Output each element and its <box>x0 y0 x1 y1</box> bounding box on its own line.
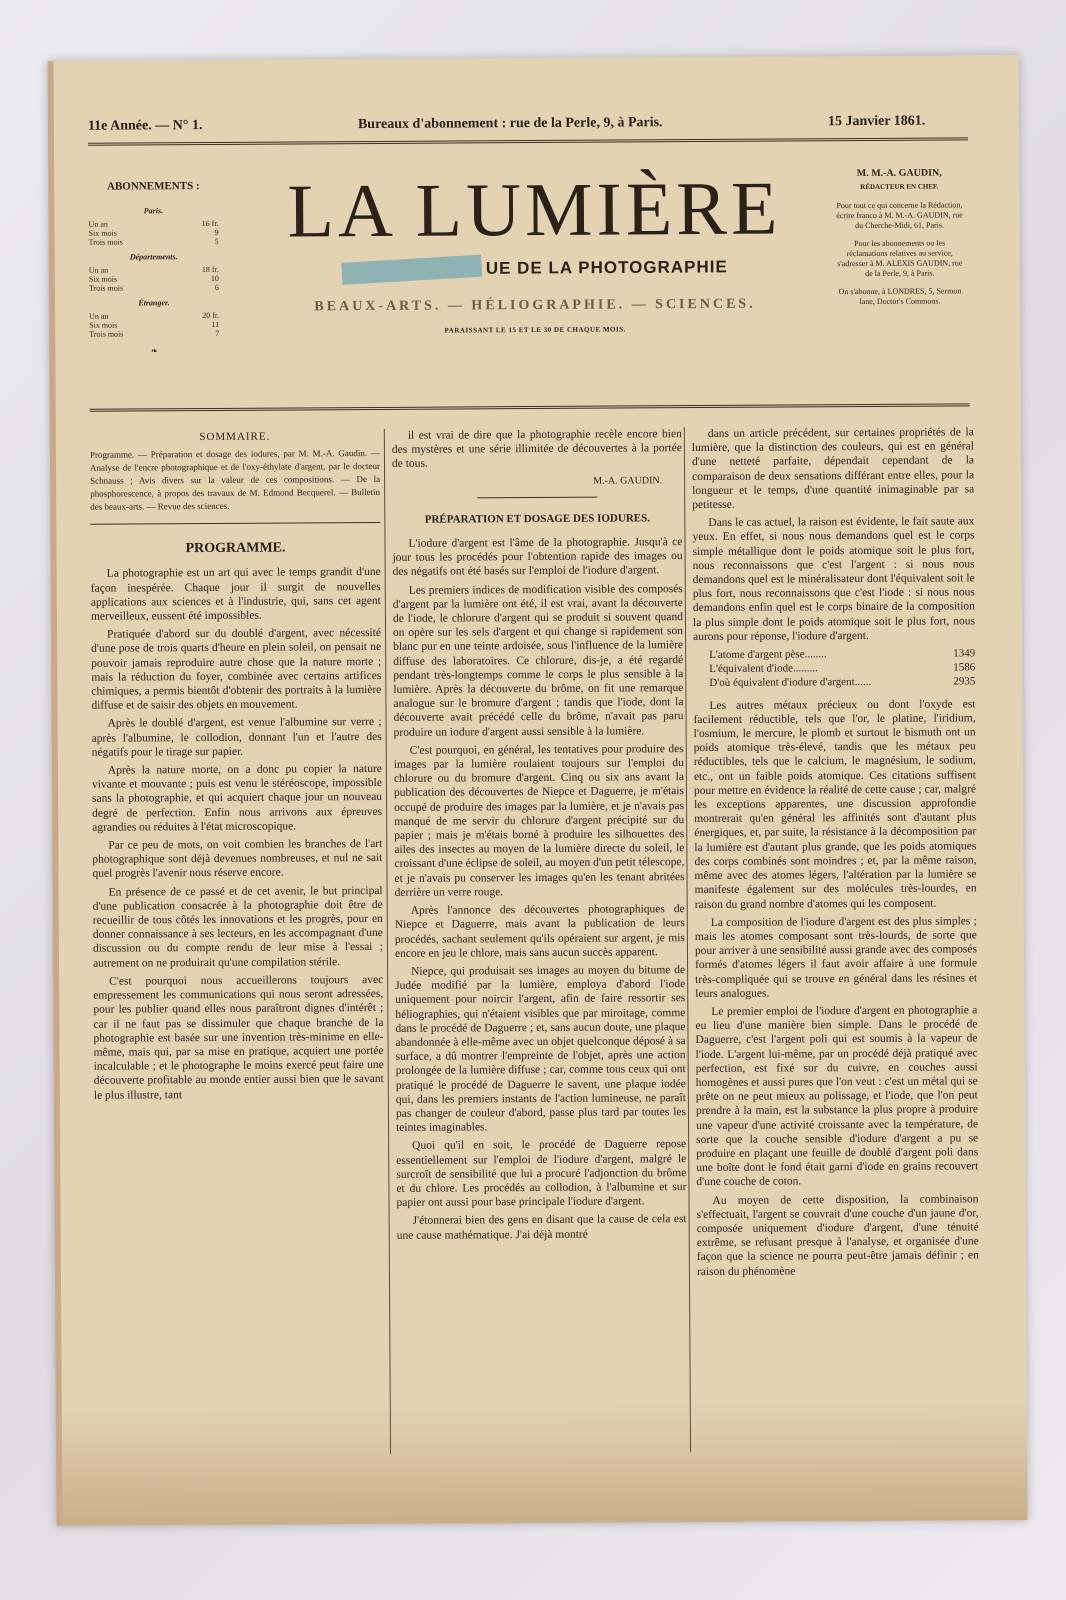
editor-note: Pour les abonnements ou les réclamations relatives au service, s'adresser à M. ALEXIS GAUDIN, rue de la Perle, 9, à Paris. <box>837 238 963 278</box>
weights-table <box>693 646 975 690</box>
subscription-term: Trois mois <box>89 329 124 339</box>
subscription-row <box>89 283 219 293</box>
subscription-term: Six mois <box>88 228 117 238</box>
issue-number: 11e Année. — N° 1. <box>87 118 203 134</box>
subscription-term: Trois mois <box>88 283 124 293</box>
column-1 <box>90 429 384 1106</box>
editor-name: M. M.-A. GAUDIN, <box>856 167 942 180</box>
col3-paragraph: Le premier emploi de l'iodure d'argent en photographie a eu lieu d'une manière bien simple. Dans le procédé de Daguerre, c'est l'argent poli qui est soumis à la vapeur de l'iode. L'argent lui-même, par un procédé déjà pratiqué avec perfection, est fixé sur du cuivre, en couches aussi homogènes et aussi pures que l'on veut : c'est un métal qui se prête on ne peut mieux au polissage, et l'iode, que l'on peut prendre à la main, est la substance la plus propre à produire une vapeur d'une activité croissante avec la température, de sorte que la couche sensible d'iodure d'argent a pu se produire en plaçant une feuille de doublé d'argent poli dans une boîte dont le fond était garni d'iode en grains recouvert d'une couche de coton. <box>695 1004 979 1189</box>
subscription-region: Paris. <box>143 206 164 216</box>
total-value: 2935 <box>953 675 976 688</box>
programme-paragraph: Après le doublé d'argent, est venue l'albumine sur verre ; après l'albumine, le collodion, donnant l'un et l'autre des négatifs pour le tirage sur papier. <box>91 716 382 759</box>
subscription-price: 6 <box>214 282 219 292</box>
weights-value: 1586 <box>953 661 976 674</box>
subscription-region: Départements. <box>129 252 178 262</box>
programme-body <box>91 565 384 1102</box>
column-2 <box>392 427 687 1247</box>
iodures-paragraph: J'étonnerai bien des gens en disant que la cause de cela est une cause mathématique. J'ai déjà montré <box>396 1213 687 1242</box>
sommaire-title: SOMMAIRE. <box>199 430 271 444</box>
subscription-term: Trois mois <box>88 237 123 247</box>
total-label: D'où équivalent d'iodure d'argent...... <box>709 676 872 690</box>
iodures-heading: PRÉPARATION ET DOSAGE DES IODURES. <box>424 512 650 526</box>
col3-paragraph: Au moyen de cette disposition, la combinaison s'effectuait, l'argent se couvrait d'une couche d'un jaune d'or, composée uniquement d'iodure d'argent, d'une ténuité extrême, se refusant presque à l'analyse, et organisée d'une façon que la science ne pourra peut-être jamais définir ; en raison du phénomène <box>696 1192 979 1278</box>
weights-label: L'équivalent d'iode......... <box>709 662 818 676</box>
subscription-price: 10 <box>210 273 219 283</box>
weights-label: L'atome d'argent pèse........ <box>709 648 827 661</box>
editor-box <box>834 167 965 315</box>
newspaper-subtitle <box>255 256 815 281</box>
editor-note: Pour tout ce qui concerne la Rédaction, écrire franco à M. M.-A. GAUDIN, rue du Cherche-Midi, 61, Paris. <box>836 200 963 231</box>
col3-body-b <box>693 697 979 1279</box>
issue-date: 15 Janvier 1861. <box>827 113 926 130</box>
subscription-price: 20 fr. <box>202 310 220 321</box>
editor-role: RÉDACTEUR EN CHEF. <box>860 182 939 192</box>
programme-paragraph: La photographie est un art qui avec le temps grandit d'une façon inespérée. Chaque jour il surgit de nouvelles applications aux sciences et à l'industrie, qui, sans cet agent merveilleux, eussent été impossibles. <box>90 566 381 623</box>
subscription-term: Un an <box>89 311 109 321</box>
programme-paragraph: Après la nature morte, on a donc pu copier la nature vivante et mouvante ; puis est venu le stéréoscope, impossible sans la photographie, et qui acquiert chaque jour un nouveau degré de perfection. Enfin nous arrivons aux épreuves agrandies ou réduites à l'état microscopique. <box>91 762 383 834</box>
signature: M.-A. GAUDIN. <box>593 474 663 487</box>
subscription-price: 18 fr. <box>201 264 219 275</box>
programme-paragraph: En présence de ce passé et de cet avenir, le but principal d'une publication consacrée à la photographie doit être de recueillir de tous côtés les innovations et les progrès, pour en donner connaissance à ses lecteurs, en les accompagnant d'une discussion ou du compte rendu de leur mise à l'essai ; autrement on ne produirait qu'une compilation stérile. <box>92 884 383 970</box>
iodures-paragraph: Les premiers indices de modification visible des composés d'argent par la lumière ont été, il est vrai, avant la découverte de l'iode, le chlorure d'argent qui se produit si souvent quand on opère sur les sels d'argent et qui change si rapidement son blanc pur en une teinte ardoisée, sous l'influence de la lumière diffuse des laboratoires. Ce chlorure, dis-je, a été regardé pendant très-longtemps comme le corps le plus sensible à la lumière. Après la découverte du brôme, on fit une remarque analogue sur le bromure d'argent ; tandis que l'iode, dont la découverte avait précédé celle du brôme, n'avait pas paru produire un iodure d'argent aussi sensible à la lumière. <box>392 582 684 739</box>
sommaire-text: Programme. — Préparation et dosage des iodures, par M. M.-A. Gaudin. — Analyse de l'encre photographique et de l'oxy-éthylate d'argent, par le docteur Schnauss ; Avis divers sur la valeur de ces compositions. — De la phosphorescence, à propos des travaux de M. Edmond Becquerel. — Bulletin des beaux-arts. — Revue des sciences. <box>89 448 381 512</box>
programme-paragraph: C'est pourquoi nous accueillerons toujours avec empressement les communications qui nous seront adressées, pour les publier quand elles nous paraîtront dignes d'intérêt ; car il ne faut pas se dissimuler que chaque branche de la photographie est basée sur une invention très-minime en elle-même, mais qui, par sa mise en pratique, acquiert une portée incalculable ; et le photographe le moins exercé peut faire une découverte profitable au monde entier aussi bien que le savant le plus illustre, tant <box>93 973 384 1102</box>
weights-value: 1349 <box>953 647 976 660</box>
tape-stain <box>341 255 482 285</box>
subscription-term: Un an <box>88 219 108 229</box>
subtitle-text: UE DE LA PHOTOGRAPHIE <box>485 257 728 278</box>
masthead-arts: BEAUX-ARTS. — HÉLIOGRAPHIE. — SCIENCES. <box>314 296 756 315</box>
subscription-term: Six mois <box>88 274 118 284</box>
iodures-paragraph: Quoi qu'il en soit, le procédé de Daguerre repose essentiellement sur l'emploi de l'iodure d'argent, malgré le surcroît de sensibilité que lui a procuré l'adjonction du brôme et du chlore. Les procédés au collodion, à l'albumine et sur papier ont aussi pour base principale l'iodure d'argent. <box>396 1138 687 1210</box>
iodures-paragraph: L'iodure d'argent est l'âme de la photographie. Jusqu'à ce jour tous les procédés pour l'obtention rapide des images ou des négatifs ont été basés sur l'emploi de l'iodure d'argent. <box>392 536 683 579</box>
weights-total <box>693 675 975 691</box>
newspaper-page <box>48 55 1028 1526</box>
iodures-paragraph: Niepce, qui produisait ses images au moyen du bitume de Judée modifié par la lumière, employa d'abord l'iode uniquement pour noircir l'argent, afin de faire ressortir ses héliographies, qui n'étaient visibles que par miroitage, comme dans le procédé de Daguerre ; et, sans aucun doute, une plaque abandonnée à elle-même avec un objet quelconque déposé à sa surface, a dû montrer l'empreinte de l'objet, après une action prolongée de la lumière diffuse ; car, comme tous ceux qui ont pratiqué le procédé de Daguerre le savent, une plaque iodée qui, dans les premiers instants de l'action lumineuse, ne paraît pas changer de couleur d'abord, passe plus tard par toutes les teintes imaginables. <box>395 964 687 1135</box>
subscriptions-box <box>88 180 219 356</box>
subscription-row <box>89 237 219 247</box>
sommaire-rule <box>90 522 380 525</box>
col3-paragraph: Dans le cas actuel, la raison est évidente, le fait saute aux yeux. En effet, si nous nous demandons quel est le corps simple métallique dont le poids atomique soit le plus fort, nous reconnaissons que c'est l'argent : si nous nous demandons quel est le minéralisateur dont l'équivalent soit le plus fort, nous reconnaissons que c'est l'iode : si nous nous demandons enfin quel est le corps binaire de la composition la plus simple dont le poids atomique soit le plus fort, nous aurons pour réponse, l'iodure d'argent. <box>692 515 976 643</box>
subscriptions-groups <box>88 206 219 339</box>
iodures-paragraph: Après l'annonce des découvertes photographiques de Niepce et Daguerre, mais avant la publication de leurs procédés, sachant seulement qu'ils opéraient sur argent, je mis encore en jeu le chlore, mais sans aucun succès apparent. <box>394 903 685 960</box>
col3-paragraph: La composition de l'iodure d'argent est des plus simples ; mais les atomes composant sont très-lourds, de sorte que pour arriver à une sensibilité aussi grande avec des composés formés d'atomes légers il faut avoir affaire à une formule très-compliquée qui se trouve en général dans les résines et leurs analogues. <box>694 915 978 1000</box>
column-separator <box>384 429 391 1454</box>
subscription-row <box>89 329 219 339</box>
col3-paragraph: dans un article précédent, sur certaines propriétés de la lumière, que la distinction des couleurs, qui est en général d'une netteté parfaite, dépendait cependant de la comparaison de deux sensations différant entre elles, pour la longueur et le temps, d'une quantité inimaginable par sa petitesse. <box>691 426 975 512</box>
iodures-body <box>392 535 686 1243</box>
subscription-price: 5 <box>214 236 219 246</box>
col3-paragraph: Les autres métaux précieux ou dont l'oxyde est facilement réductible, tels que l'or, le platine, l'iridium, l'osmium, le mercure, le plomb et surtout le bismuth ont un poids atomique très-élevé, tandis que les métaux peu réductibles, tels que le calcium, le magnésium, le sodium, etc., ont un faible poids atomique. Ces citations suffisent pour mettre en évidence la réalité de cette cause ; car, malgré les exceptions apparentes, une discussion approfondie montrerait qu'en général les affinités sont d'autant plus énergiques, et, par suite, la résistance à la décomposition par la lumière est d'autant plus grande, que les poids atomiques des corps combinés sont moindres ; et, par la même raison, même avec des atomes légers, l'altération par la lumière se manifeste également sur des molécules très-lourdes, en raison du grand nombre d'atomes qui les composent. <box>693 697 977 911</box>
newspaper-title: LA LUMIÈRE <box>287 166 782 254</box>
programme-heading: PROGRAMME. <box>185 540 286 557</box>
subscription-price: 16 fr. <box>201 218 219 229</box>
subscription-price: 11 <box>211 319 220 329</box>
subscription-term: Un an <box>88 265 109 275</box>
ornament-left: ❧ <box>150 346 158 356</box>
subscriptions-title: ABONNEMENTS : <box>106 180 200 193</box>
col3-body-a <box>692 425 975 644</box>
masthead-rule <box>90 403 970 411</box>
office-address: Bureaux d'abonnement : rue de la Perle, 9, à Paris. <box>357 115 663 133</box>
subscription-term: Six mois <box>89 320 118 330</box>
subscription-region: Étranger. <box>138 298 170 308</box>
intro-paragraph: il est vrai de dire que la photographie recèle encore bien des mystères et une série illimitée de découvertes à la portée de tous. <box>391 428 682 471</box>
subscription-price: 7 <box>215 328 220 338</box>
masthead <box>254 168 815 335</box>
short-rule <box>477 496 597 498</box>
iodures-paragraph: C'est pourquoi, en général, les tentatives pour produire des images par la lumière roulaient toujours sur l'emploi du chlorure ou du bromure d'argent. Cinq ou six ans avant la publication des découvertes de Niepce et Daguerre, je m'étais occupé de produire des images par la lumière, et je n'avais pas manqué de me servir du chlorure d'argent précipité sur du papier ; mais je m'étais borné à produire les silhouettes des ailes des insectes au moyen de la lumière directe du soleil, le croissant d'une éclipse de soleil, au moyen d'un petit télescope, et je n'avais pu conserver les images qu'en les tenant abritées derrière un verre rouge. <box>393 742 685 899</box>
header-rule <box>88 137 968 145</box>
subscription-price: 9 <box>214 227 219 237</box>
masthead-periodicity: PARAISSANT LE 15 ET LE 30 DE CHAQUE MOIS. <box>444 325 626 335</box>
column-3 <box>692 425 979 1282</box>
programme-paragraph: Par ce peu de mots, on voit combien les branches de l'art photographique sont déjà devenues nombreuses, et nul ne sait quel progrès l'avenir nous réserve encore. <box>92 838 383 881</box>
programme-paragraph: Pratiquée d'abord sur du doublé d'argent, avec nécessité d'une pose de trois quarts d'heure en plein soleil, on pensait ne pouvoir jamais reproduire autre chose que la nature morte ; mais la réduction du foyer, combinée avec certains artifices chimiques, a permis bientôt d'obtenir des portraits à la lumière diffuse et de saisir des objets en mouvement. <box>91 627 382 712</box>
editor-note: On s'abonne, à LONDRES, 5, Sermon lane, Doctor's Commons. <box>838 286 962 307</box>
weights-rows <box>693 646 975 676</box>
